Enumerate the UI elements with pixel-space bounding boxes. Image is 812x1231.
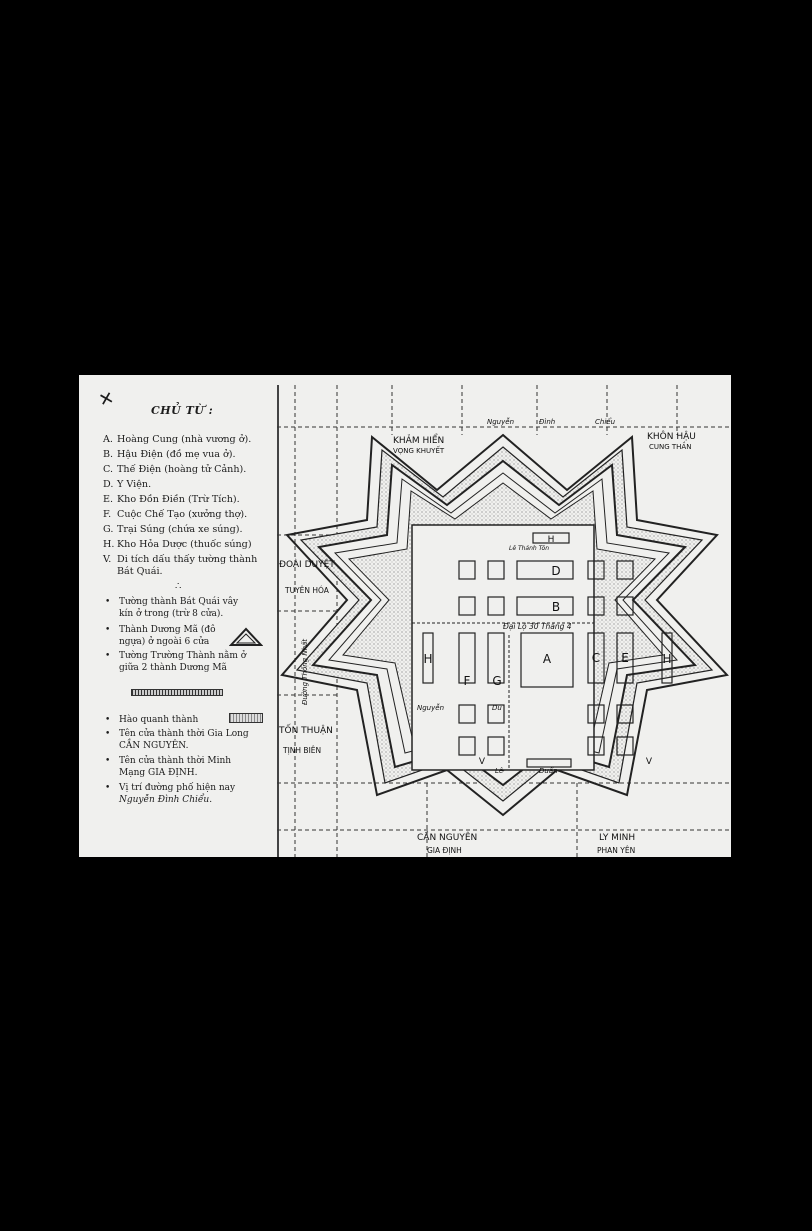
gate-doai-duyet: ĐOÀI DUYỆT [279, 560, 335, 570]
gate-ly-minh: LY MINH [599, 833, 636, 843]
street-thong-nhat: Đường Thống Nhất [301, 638, 309, 705]
gate-can-nguyen: CẦN NGUYÊN [417, 833, 478, 843]
gate-cung-than: CUNG THẦN [649, 443, 692, 451]
street-top-2: Đình [539, 418, 556, 426]
bldg-label-e: E [621, 651, 629, 665]
gate-phan-yen: PHAN YÊN [597, 846, 636, 855]
gate-tuyen-hoa: TUYÊN HÓA [285, 586, 329, 595]
bldg-label-c: C [591, 651, 601, 665]
wall-symbol-icon [131, 689, 223, 696]
legend-bullet-gia-long: • Tên cửa thành thời Gia Long CẦN NGUYÊN. [105, 729, 265, 752]
legend-bullet-minh-mang: • Tên cửa thành thời Minh Mạng GIA ĐỊNH. [105, 756, 265, 779]
pen-mark: ✕ [96, 387, 117, 412]
gate-kham-hien: KHẢM HIỂN [393, 436, 445, 446]
street-avenue: Đại Lộ 30 Tháng 4 [503, 622, 572, 631]
ruin-label-v-right: V [645, 757, 653, 767]
legend-bullet-street: • Vị trí đường phố hiện nay Nguyễn Đình Chiểu. [105, 783, 265, 806]
legend-item-a: A. Hoàng Cung (nhà vương ở). [103, 434, 252, 445]
ruin-label-v-left: V [478, 757, 486, 767]
bldg-label-d: D [551, 564, 561, 578]
legend-item-v: V. Di tích dấu thấy tường thành [103, 554, 258, 565]
legend-item-g: G. Trại Súng (chứa xe súng). [103, 524, 243, 535]
street-lower-1: Nguyễn [417, 704, 445, 712]
legend-title: CHỦ TỪ : [151, 404, 214, 417]
citadel-map [277, 375, 731, 857]
bldg-label-b: B [551, 600, 561, 614]
gate-khon-hau: KHÔN HẬU [647, 432, 696, 442]
legend-bullet-bat-quai: • Tường thành Bát Quái vây kín ở trong (trừ 8 cửa). [105, 597, 265, 620]
street-bottom-2: Duẩn [539, 767, 558, 775]
legend-panel [79, 375, 277, 857]
bldg-label-a: A [542, 652, 552, 666]
bldg-label-f: F [463, 674, 471, 688]
gate-tinh-bien: TỊNH BIÊN [283, 746, 322, 755]
legend-bullet-truong-thanh: • Tường Trường Thành nằm ở giữa 2 thành Dương Mã [105, 651, 265, 674]
bldg-label-h-left: H [423, 652, 433, 666]
legend-item-c: C. Thế Điện (hoàng tử Cảnh). [103, 464, 247, 475]
moat-symbol-icon [229, 713, 263, 723]
gate-ton-thuan: TỐN THUẬN [279, 726, 333, 736]
legend-bullet-duong-ma: • Thành Dương Mã (đô ngựa) ở ngoài 6 cửa [105, 625, 265, 648]
street-lower-2: Du [492, 704, 502, 712]
legend-separator: ∴ [175, 581, 183, 592]
gate-gia-dinh: GIA ĐỊNH [427, 846, 462, 855]
street-inner-top: Lê Thánh Tôn [509, 545, 549, 552]
street-top-3: Chiểu [595, 418, 616, 426]
legend-item-f: F. Cuộc Chế Tạo (xưởng thợ). [103, 509, 248, 520]
legend-item-e: E. Kho Đồn Điền (Trừ Tích). [103, 494, 240, 505]
legend-item-h: H. Kho Hỏa Dược (thuốc súng) [103, 539, 252, 550]
duong-ma-symbol-icon [229, 627, 263, 647]
legend-item-b: B. Hậu Điện (đồ mẹ vua ở). [103, 449, 236, 460]
gate-vong-khuyet: VỌNG KHUYẾT [393, 447, 445, 455]
street-bottom-1: Lê [495, 767, 504, 775]
inner-enclosure [412, 525, 594, 770]
bldg-label-h-right: H [662, 652, 672, 666]
legend-item-d: D. Y Viện. [103, 479, 152, 490]
street-top-1: Nguyễn [487, 418, 515, 426]
legend-item-v-cont: Bát Quái. [117, 566, 163, 577]
bldg-label-g: G [492, 674, 502, 688]
bldg-label-h-top: H [547, 535, 555, 545]
legend-bullet-moat: • Hào quanh thành [105, 715, 265, 727]
map-sheet [79, 375, 731, 857]
